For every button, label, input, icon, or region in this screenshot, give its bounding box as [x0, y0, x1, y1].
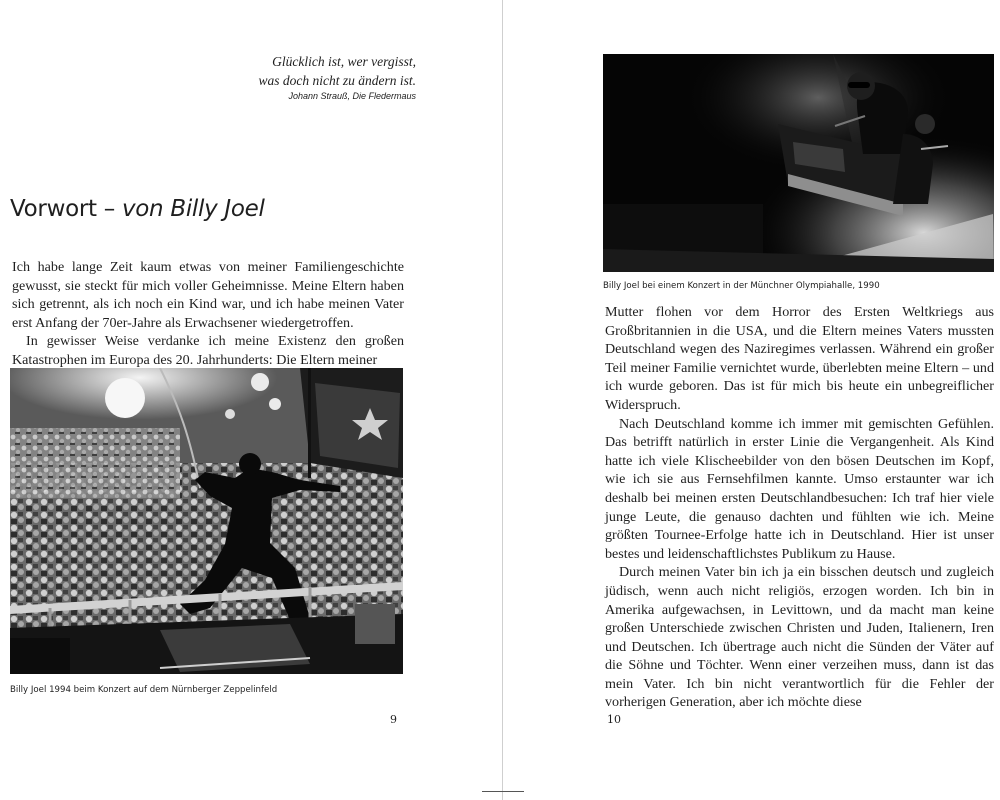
- page-number-right: 10: [607, 713, 621, 726]
- paragraph: Mutter flohen vor dem Horror des Ersten Weltkriegs aus Großbritannien in die USA, und die Eltern meines Vaters mussten Deutschland wegen des Naziregimes verlassen. Während ein großer Teil meiner Familie vernichtet wurde, überlebten meine Eltern – und ich wurde geboren. Das ist für mich bis heute ein unbegreiflicher Widerspruch.: [605, 304, 994, 413]
- concert-crowd-image: [10, 368, 403, 674]
- epigraph-line-1: Glücklich ist, wer vergisst,: [272, 54, 416, 69]
- piano-concert-image: [603, 54, 994, 272]
- epigraph-line-2: was doch nicht zu ändern ist.: [258, 73, 416, 88]
- concert-photo-zeppelinfeld: [10, 368, 403, 674]
- paragraph: Nach Deutschland komme ich immer mit gemischten Gefühlen. Das betrifft natürlich in erster Linie die Vergangenheit. Als Kind hatte ich viele Klischeebilder von den bösen Deutschen im Kopf, wie ich sie aus Fernsehfilmen kannte. Umso erstaunter war ich deshalb bei meinen ersten Deutschlandbesuchen: Ich traf hier viele junge Leute, die genauso dachten und fühlten wie ich. Meine größten Tournee-Erfolge hatte ich in Deutschland. Hier ist unser bestes und leidenschaftlichstes Publikum zu Hause.: [605, 415, 994, 562]
- paragraph: In gewisser Weise verdanke ich meine Existenz den großen Katastrophen im Europa des 20. Jahrhunderts: Die Eltern meiner: [12, 333, 404, 368]
- left-photo-caption: Billy Joel 1994 beim Konzert auf dem Nürnberger Zeppelinfeld: [10, 685, 278, 695]
- chapter-title-label: Vorwort –: [10, 196, 122, 222]
- paragraph: Ich habe lange Zeit kaum etwas von meiner Familiengeschichte gewusst, sie steckt für mich voller Geheimnisse. Meine Eltern haben sich getrennt, als ich noch ein Kind war, und ich habe meinen Vater erst Anfang der 70er-Jahre als Erwachsener wiedergetroffen.: [12, 259, 404, 331]
- concert-photo-olympiahalle: [603, 54, 994, 272]
- epigraph-source: Johann Strauß, Die Fledermaus: [288, 91, 416, 101]
- right-photo-caption: Billy Joel bei einem Konzert in der Münchner Olympiahalle, 1990: [603, 281, 880, 291]
- right-body-text: [605, 303, 994, 712]
- epigraph: [259, 52, 417, 101]
- left-body-text: [12, 258, 404, 370]
- page-number-left: 9: [390, 713, 397, 726]
- chapter-title: [10, 196, 265, 222]
- paragraph: Durch meinen Vater bin ich ja ein bisschen deutsch und zugleich jüdisch, wenn auch nicht religiös, erzogen worden. Ich bin in Amerika aufgewachsen, in Levittown, und da macht man keine großen Unterschiede zwischen Christen und Juden, Italienern, Iren und Deutschen. Ich übertrage auch nicht die Sünden der Väter auf die Söhne und Töchter. Wenn einer verzeihen muss, dann ist das mein Vater. Ich bin nicht verantwortlich für die Fehler der vorherigen Generation, aber ich möchte diese: [605, 564, 994, 711]
- chapter-author: von Billy Joel: [121, 196, 265, 222]
